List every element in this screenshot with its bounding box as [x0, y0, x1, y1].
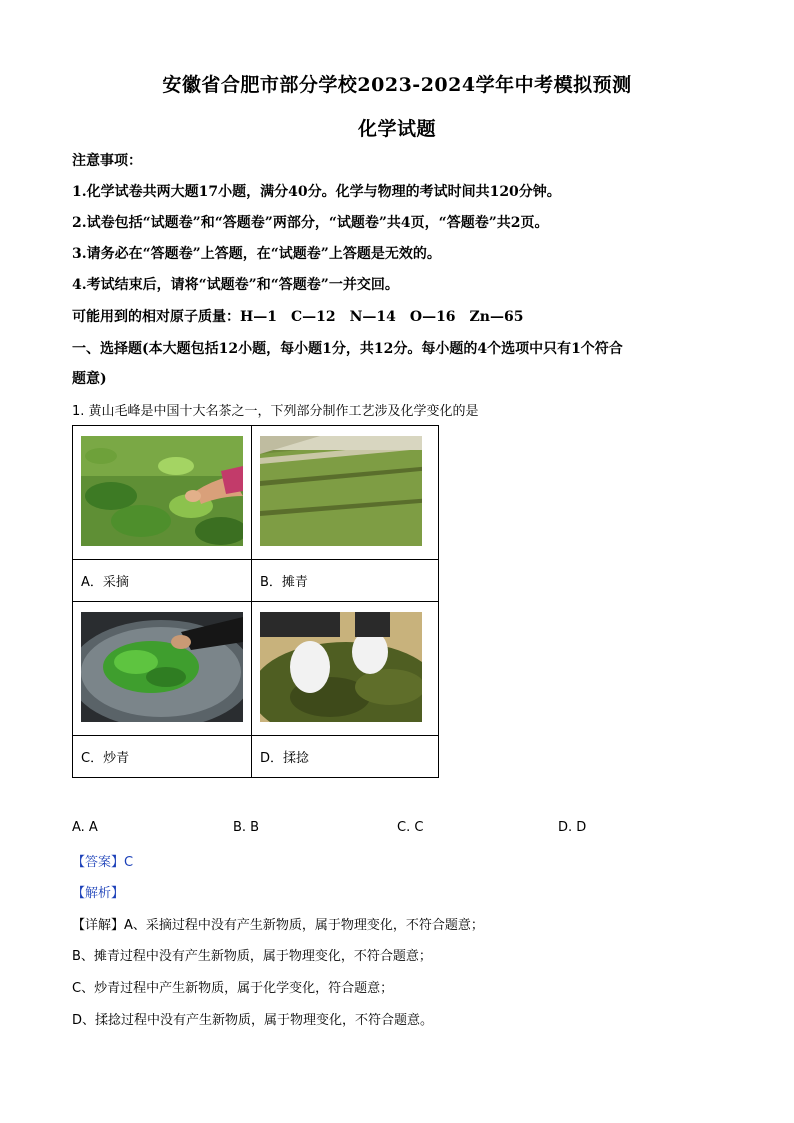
tea-rolling-photo — [260, 612, 422, 722]
options-table — [72, 425, 439, 778]
tea-picking-photo — [81, 436, 243, 546]
answer-line — [72, 851, 133, 870]
option-b-label: B．摊青 — [252, 560, 439, 602]
choice-d[interactable]: D. D — [558, 820, 587, 835]
tea-frying-photo — [81, 612, 243, 722]
choice-a[interactable]: A. A — [72, 820, 98, 835]
option-a-label: A．采摘 — [73, 560, 252, 602]
notice-item: 3.请务必在“答题卷”上答题，在“试题卷”上答题是无效的。 — [72, 246, 441, 262]
analysis-line: 【详解】A、采摘过程中没有产生新物质，属于物理变化，不符合题意； — [72, 918, 484, 933]
option-d-image-cell — [252, 602, 439, 736]
notice-item: 4.考试结束后，请将“试题卷”和“答题卷”一并交回。 — [72, 277, 399, 293]
question-stem: 1. 黄山毛峰是中国十大名茶之一，下列部分制作工艺涉及化学变化的是 — [72, 404, 479, 419]
exam-subtitle: 化学试题 — [357, 118, 436, 140]
exam-title: 安徽省合肥市部分学校2023-2024学年中考模拟预测 — [162, 74, 632, 96]
analysis-line: C、炒青过程中产生新物质，属于化学变化，符合题意； — [72, 981, 394, 996]
answer-text: 【答案】C — [72, 855, 134, 870]
option-b-image-cell — [252, 426, 439, 560]
analysis-line: D、揉捻过程中没有产生新物质，属于物理变化，不符合题意。 — [72, 1013, 434, 1028]
option-c-label: C．炒青 — [73, 736, 252, 778]
atomic-mass-line: 可能用到的相对原子质量：H—1 C—12 N—14 O—16 Zn—65 — [72, 309, 524, 325]
analysis-line: B、摊青过程中没有产生新物质，属于物理变化，不符合题意； — [72, 949, 432, 964]
notice-item: 2.试卷包括“试题卷”和“答题卷”两部分，“试题卷”共4页，“答题卷”共2页。 — [72, 215, 549, 231]
option-a-image-cell — [73, 426, 252, 560]
choice-c[interactable]: C. C — [397, 820, 424, 835]
notice-item: 1.化学试卷共两大题17小题，满分40分。化学与物理的考试时间共120分钟。 — [72, 184, 561, 200]
option-d-label: D．揉捻 — [252, 736, 439, 778]
tea-spreading-photo — [260, 436, 422, 546]
notice-heading: 注意事项： — [72, 153, 142, 169]
option-c-image-cell — [73, 602, 252, 736]
choice-b[interactable]: B. B — [233, 820, 260, 835]
section-heading: 一、选择题(本大题包括12小题，每小题1分，共12分。每小题的4个选项中只有1个符合 — [72, 341, 623, 357]
answer-choices — [72, 820, 722, 840]
analysis-heading: 【解析】 — [72, 886, 125, 901]
section-heading-cont: 题意) — [72, 371, 107, 387]
